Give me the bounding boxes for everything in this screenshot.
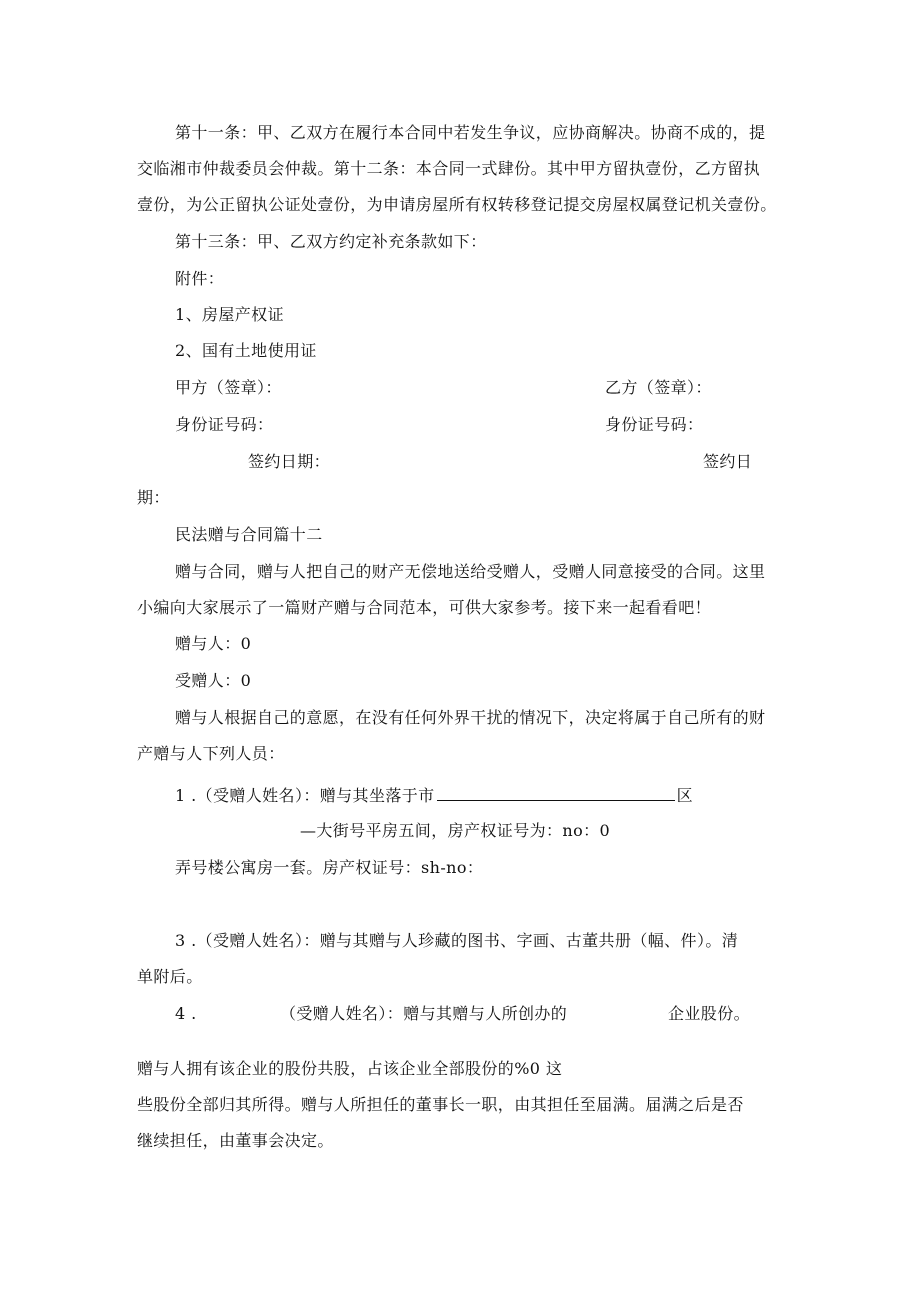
shares-line-1: 赠与人拥有该企业的股份共股，占该企业全部股份的%0 这 bbox=[137, 1059, 563, 1078]
clause-2-line: 弄号楼公寓房一套。房产权证号：sh-no： bbox=[175, 858, 484, 877]
decision-line-1: 赠与人根据自己的意愿，在没有任何外界干扰的情况下，决定将属于自己所有的财 bbox=[175, 708, 766, 727]
attachments-heading: 附件： bbox=[175, 269, 225, 288]
clause-1-suffix: 区 bbox=[676, 786, 693, 805]
party-a-date-label: 签约日期： bbox=[248, 452, 331, 471]
attachment-item-1: 1、房屋产权证 bbox=[175, 305, 284, 324]
shares-line-3: 继续担任，由董事会决定。 bbox=[137, 1131, 334, 1150]
intro-line-2: 小编向大家展示了一篇财产赠与合同范本，可供大家参考。接下来一起看看吧！ bbox=[137, 598, 712, 617]
party-b-date-label: 签约日 bbox=[703, 452, 753, 471]
clause-4-end: 企业股份。 bbox=[668, 1004, 751, 1023]
clause-4-middle: （受赠人姓名）：赠与其赠与人所创办的 bbox=[280, 1004, 568, 1023]
donor-line: 赠与人：0 bbox=[175, 634, 252, 653]
intro-line-1: 赠与合同，赠与人把自己的财产无偿地送给受赠人，受赠人同意接受的合同。这里 bbox=[175, 562, 766, 581]
clause-4-number: 4 . bbox=[175, 1004, 197, 1023]
clause-1-line-1 bbox=[175, 785, 693, 807]
section-title: 民法赠与合同篇十二 bbox=[175, 525, 323, 544]
clause-3-line-1: 3 .（受赠人姓名）：赠与其赠与人珍藏的图书、字画、古董共册（幅、件）。清 bbox=[175, 931, 739, 950]
article-11-line-3: 壹份，为公正留执公证处壹份，为申请房屋所有权转移登记提交房屋权属登记机关壹份。 bbox=[137, 195, 777, 214]
blank-underline bbox=[437, 786, 675, 801]
decision-line-2: 产赠与人下列人员： bbox=[137, 744, 285, 763]
party-a-id-label: 身份证号码： bbox=[175, 415, 274, 434]
clause-1-prefix: 1 .（受赠人姓名）：赠与其坐落于市 bbox=[175, 786, 435, 805]
party-b-date-label-continued: 期： bbox=[137, 488, 170, 507]
article-11-line-1: 第十一条：甲、乙双方在履行本合同中若发生争议，应协商解决。协商不成的，提 bbox=[175, 123, 766, 142]
attachment-item-2: 2、国有土地使用证 bbox=[175, 341, 317, 360]
shares-line-2: 些股份全部归其所得。赠与人所担任的董事长一职，由其担任至届满。届满之后是否 bbox=[137, 1095, 744, 1114]
clause-3-line-2: 单附后。 bbox=[137, 967, 203, 986]
party-b-signature-label: 乙方（签章）： bbox=[605, 378, 712, 397]
article-13: 第十三条：甲、乙双方约定补充条款如下： bbox=[175, 232, 487, 251]
clause-1-line-2: —大街号平房五间，房产权证号为：no：0 bbox=[300, 821, 611, 840]
donee-line: 受赠人：0 bbox=[175, 671, 252, 690]
party-b-id-label: 身份证号码： bbox=[605, 415, 704, 434]
article-11-line-2: 交临湘市仲裁委员会仲裁。第十二条：本合同一式肆份。其中甲方留执壹份，乙方留执 bbox=[137, 159, 761, 178]
party-a-signature-label: 甲方（签章）： bbox=[175, 378, 282, 397]
